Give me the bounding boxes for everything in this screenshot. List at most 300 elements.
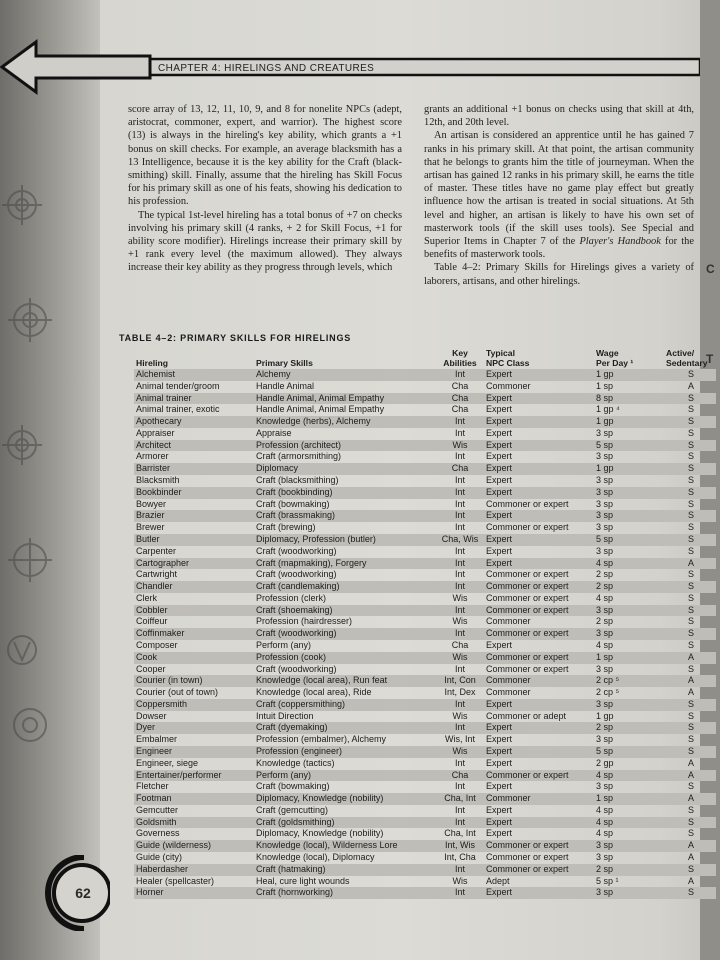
cell-skills: Diplomacy <box>254 463 434 475</box>
cell-skills: Craft (armorsmithing) <box>256 451 342 462</box>
table-row <box>134 817 716 829</box>
cell-npc-class: Commoner or expert <box>484 605 594 617</box>
cell-wage: 8 sp <box>594 393 664 405</box>
cell-npc-class: Commoner or expert <box>486 663 569 674</box>
cell-skills: Profession (hairdresser) <box>256 616 353 627</box>
cell-key-abilities: Wis <box>452 875 468 886</box>
cell-wage: 2 cp ⁵ <box>596 687 620 698</box>
cell-hireling: Guide (city) <box>136 852 183 863</box>
cell-hireling: Apothecary <box>134 416 254 428</box>
cell-npc-class: Expert <box>484 487 594 499</box>
cell-hireling: Engineer <box>134 746 254 758</box>
cell-active-sedentary: S <box>664 463 716 475</box>
cell-npc-class: Commoner or adept <box>486 710 567 721</box>
cell-npc-class: Expert <box>486 639 513 650</box>
cell-npc-class: Expert <box>486 804 513 815</box>
cell-wage: 2 gp <box>596 757 614 768</box>
cell-npc-class: Commoner or expert <box>484 581 594 593</box>
cell-wage: 4 sp <box>594 817 664 829</box>
table-row <box>134 558 716 570</box>
cell-hireling: Bookbinder <box>134 487 254 499</box>
table-row <box>134 699 716 711</box>
cell-npc-class: Commoner or expert <box>484 652 594 664</box>
cell-key-abilities: Wis <box>434 652 484 664</box>
cell-npc-class: Commoner or expert <box>486 498 569 509</box>
table-title: TABLE 4–2: PRIMARY SKILLS FOR HIRELINGS <box>119 333 352 343</box>
cell-npc-class: Expert <box>484 746 594 758</box>
cell-skills: Craft (mapmaking), Forgery <box>254 558 434 570</box>
cell-key-abilities: Int <box>454 522 465 533</box>
cell-npc-class: Expert <box>484 817 594 829</box>
cell-key-abilities: Int <box>434 887 484 899</box>
cell-wage: 3 sp <box>596 475 614 486</box>
cell-key-abilities: Int <box>454 427 465 438</box>
cell-npc-class: Commoner or expert <box>486 522 569 533</box>
table-row <box>134 864 716 876</box>
cell-key-abilities: Int <box>434 510 484 522</box>
cell-skills: Diplomacy, Knowledge (nobility) <box>256 828 384 839</box>
cell-active-sedentary: S <box>664 746 716 758</box>
cell-skills: Craft (woodworking) <box>256 569 337 580</box>
cell-active-sedentary: A <box>687 687 694 698</box>
paragraph: The typical 1st-level hireling has a total bonus of +7 on checks involving his primary skill (4 ranks, + 2 for Skill Focus, +1 for ability score modifier). Hirelings increase their primary skill by +1 rank every level (the maximum allowed). They always increase their key ability as they progress through levels, which <box>128 209 402 274</box>
cell-key-abilities: Int <box>434 817 484 829</box>
cell-wage: 4 sp <box>596 804 614 815</box>
cell-active-sedentary: S <box>687 498 694 509</box>
body-column-left <box>128 103 402 275</box>
cell-skills: Craft (bookbinding) <box>254 487 434 499</box>
cell-wage: 3 sp <box>594 510 664 522</box>
cell-skills: Craft (hatmaking) <box>254 864 434 876</box>
cell-hireling: Footman <box>134 793 254 805</box>
cell-active-sedentary: S <box>687 734 694 745</box>
cell-wage: 2 sp <box>594 722 664 734</box>
cell-wage: 3 sp <box>594 887 664 899</box>
cell-wage: 3 sp <box>596 734 614 745</box>
cell-npc-class: Expert <box>484 887 594 899</box>
cell-active-sedentary: S <box>664 605 716 617</box>
cell-npc-class: Commoner <box>486 687 531 698</box>
col-header-active-sedentary: Active/ Sedentary <box>666 348 708 368</box>
table-row <box>134 675 716 687</box>
cell-hireling: Healer (spellcaster) <box>136 875 215 886</box>
cell-npc-class: Commoner <box>486 616 531 627</box>
cell-key-abilities: Int <box>434 416 484 428</box>
cell-active-sedentary: S <box>687 663 694 674</box>
cell-key-abilities: Int <box>434 581 484 593</box>
cell-wage: 4 sp <box>596 828 614 839</box>
cell-skills: Craft (bowmaking) <box>256 498 330 509</box>
paragraph: Table 4–2: Primary Skills for Hirelings gives a variety of laborers, artisans, and other hirelings. <box>424 262 694 287</box>
cell-wage: 5 sp <box>594 746 664 758</box>
cell-hireling: Appraiser <box>136 427 175 438</box>
table-row <box>134 628 716 640</box>
cell-wage: 2 cp ⁵ <box>594 675 664 687</box>
cell-active-sedentary: S <box>664 487 716 499</box>
table-row <box>134 404 716 416</box>
paragraph: score array of 13, 12, 11, 10, 9, and 8 for nonelite NPCs (adept, aristocrat, commoner, expert, and warrior). The highest score (13) is always in the hireling's key ability, which grants a +1 bonus on skill checks. For example, an average blacksmith has a 13 Intelligence, because it is the key ability for the Craft (black-smithing) skill. Finally, assume that the hireling has Skill Focus for his primary skill as one of his feats, showing his dedication to his profession. <box>128 104 402 208</box>
cell-skills: Knowledge (local area), Ride <box>256 687 372 698</box>
cell-key-abilities: Cha <box>451 639 469 650</box>
cell-active-sedentary: S <box>687 545 694 556</box>
cell-npc-class: Commoner or expert <box>486 852 569 863</box>
table-row <box>134 369 716 381</box>
cell-active-sedentary: S <box>687 522 694 533</box>
cell-skills: Knowledge (local), Wilderness Lore <box>254 840 434 852</box>
cell-wage: 1 gp <box>594 369 664 381</box>
cell-active-sedentary: S <box>687 451 694 462</box>
col-header-hireling: Hireling <box>136 358 168 368</box>
cell-skills: Profession (cook) <box>254 652 434 664</box>
table-row <box>134 793 716 805</box>
cell-skills: Craft (gemcutting) <box>256 804 329 815</box>
cell-hireling: Bowyer <box>136 498 167 509</box>
cell-hireling: Clerk <box>136 592 158 603</box>
cell-skills: Diplomacy, Knowledge (nobility) <box>254 793 434 805</box>
cell-active-sedentary: S <box>664 510 716 522</box>
cell-skills: Craft (dyemaking) <box>254 722 434 734</box>
cell-hireling: Butler <box>134 534 254 546</box>
cell-hireling: Barrister <box>134 463 254 475</box>
table-row <box>134 534 716 546</box>
cell-skills: Handle Animal, Animal Empathy <box>256 404 385 415</box>
cell-active-sedentary: S <box>664 817 716 829</box>
cell-wage: 1 sp <box>594 793 664 805</box>
cell-npc-class: Expert <box>486 545 513 556</box>
cell-key-abilities: Int <box>434 699 484 711</box>
table-row <box>134 852 716 864</box>
cell-key-abilities: Cha <box>434 770 484 782</box>
cell-npc-class: Expert <box>484 699 594 711</box>
table-row <box>134 770 716 782</box>
cell-wage: 4 sp <box>594 770 664 782</box>
cell-key-abilities: Int <box>454 498 465 509</box>
cell-active-sedentary: S <box>664 864 716 876</box>
cell-skills: Craft (coppersmithing) <box>254 699 434 711</box>
cell-key-abilities: Int <box>454 663 465 674</box>
cell-active-sedentary: S <box>687 639 694 650</box>
cell-active-sedentary: A <box>687 852 694 863</box>
cell-key-abilities: Cha, Wis <box>434 534 484 546</box>
cell-key-abilities: Int <box>454 781 465 792</box>
table-row <box>134 522 716 534</box>
cell-skills: Heal, cure light wounds <box>256 875 350 886</box>
cell-npc-class: Expert <box>484 510 594 522</box>
cell-skills: Profession (embalmer), Alchemy <box>256 734 387 745</box>
cell-hireling: Coffinmaker <box>134 628 254 640</box>
cell-wage: 5 sp ¹ <box>596 875 619 886</box>
cell-npc-class: Commoner <box>486 380 531 391</box>
cell-npc-class: Expert <box>484 534 594 546</box>
cell-npc-class: Commoner or expert <box>484 770 594 782</box>
cell-wage: 4 sp <box>594 558 664 570</box>
cell-npc-class: Expert <box>484 416 594 428</box>
cell-npc-class: Commoner or expert <box>484 840 594 852</box>
cell-wage: 3 sp <box>596 545 614 556</box>
table-row <box>134 581 716 593</box>
cell-active-sedentary: S <box>664 699 716 711</box>
facing-page-letter: T <box>706 352 714 366</box>
cell-hireling: Cooper <box>136 663 166 674</box>
cell-key-abilities: Cha, Int <box>434 793 484 805</box>
table-row <box>134 569 716 581</box>
table-row <box>134 428 716 440</box>
primary-skills-table <box>134 346 716 899</box>
cell-key-abilities: Wis <box>434 440 484 452</box>
cell-skills: Knowledge (tactics) <box>256 757 335 768</box>
cell-hireling: Animal tender/groom <box>136 380 220 391</box>
cell-key-abilities: Cha <box>451 404 469 415</box>
table-row <box>134 510 716 522</box>
cell-skills: Intuit Direction <box>256 710 314 721</box>
cell-skills: Diplomacy, Profession (butler) <box>254 534 434 546</box>
cell-npc-class: Commoner or expert <box>484 628 594 640</box>
cell-skills: Craft (goldsmithing) <box>254 817 434 829</box>
cell-hireling: Cartwright <box>136 569 178 580</box>
cell-active-sedentary: A <box>664 675 716 687</box>
cell-active-sedentary: S <box>664 887 716 899</box>
cell-hireling: Animal trainer <box>134 393 254 405</box>
cell-key-abilities: Int <box>434 605 484 617</box>
cell-active-sedentary: S <box>664 440 716 452</box>
cell-active-sedentary: S <box>687 427 694 438</box>
cell-wage: 4 sp <box>596 592 614 603</box>
cell-active-sedentary: S <box>664 581 716 593</box>
table-row <box>134 781 716 793</box>
cell-active-sedentary: S <box>687 804 694 815</box>
table-row <box>134 746 716 758</box>
cell-npc-class: Expert <box>484 463 594 475</box>
table-row <box>134 381 716 393</box>
cell-key-abilities: Int <box>454 757 465 768</box>
cell-wage: 3 sp <box>596 781 614 792</box>
cell-hireling: Dowser <box>136 710 167 721</box>
cell-npc-class: Commoner or expert <box>486 592 569 603</box>
cell-npc-class: Adept <box>486 875 510 886</box>
cell-active-sedentary: S <box>687 592 694 603</box>
cell-wage: 2 sp <box>596 616 614 627</box>
cell-key-abilities: Wis <box>452 592 468 603</box>
cell-wage: 3 sp <box>596 427 614 438</box>
cell-active-sedentary: A <box>664 793 716 805</box>
cell-active-sedentary: S <box>687 616 694 627</box>
table-row <box>134 711 716 723</box>
table-row <box>134 440 716 452</box>
cell-hireling: Blacksmith <box>136 475 180 486</box>
cell-wage: 3 sp <box>594 840 664 852</box>
cell-skills: Craft (woodworking) <box>256 545 337 556</box>
cell-key-abilities: Int, Cha <box>444 852 476 863</box>
cell-hireling: Goldsmith <box>134 817 254 829</box>
cell-key-abilities: Int <box>454 451 465 462</box>
cell-active-sedentary: S <box>687 710 694 721</box>
col-header-wage: Wage Per Day ¹ <box>596 348 634 368</box>
table-row <box>134 805 716 817</box>
cell-npc-class: Commoner <box>484 675 594 687</box>
cell-skills: Profession (clerk) <box>256 592 327 603</box>
cell-key-abilities: Int <box>434 487 484 499</box>
cell-hireling: Gemcutter <box>136 804 179 815</box>
cell-key-abilities: Int <box>434 864 484 876</box>
cell-active-sedentary: S <box>687 404 694 415</box>
table-row <box>134 416 716 428</box>
cell-wage: 1 sp <box>596 380 614 391</box>
cell-npc-class: Expert <box>484 440 594 452</box>
cell-hireling: Carpenter <box>136 545 177 556</box>
cell-active-sedentary: S <box>664 534 716 546</box>
cell-hireling: Guide (wilderness) <box>134 840 254 852</box>
cell-hireling: Fletcher <box>136 781 169 792</box>
cell-active-sedentary: A <box>664 558 716 570</box>
cell-hireling: Haberdasher <box>134 864 254 876</box>
table-row <box>134 605 716 617</box>
cell-skills: Craft (blacksmithing) <box>256 475 339 486</box>
cell-hireling: Cook <box>134 652 254 664</box>
cell-hireling: Chandler <box>134 581 254 593</box>
cell-hireling: Brazier <box>134 510 254 522</box>
cell-key-abilities: Int <box>454 804 465 815</box>
cell-npc-class: Commoner or expert <box>486 569 569 580</box>
table-row <box>134 546 716 558</box>
cell-hireling: Architect <box>134 440 254 452</box>
table-row <box>134 722 716 734</box>
cell-hireling: Alchemist <box>134 369 254 381</box>
cell-key-abilities: Int <box>434 369 484 381</box>
cell-hireling: Entertainer/performer <box>134 770 254 782</box>
table-row <box>134 593 716 605</box>
cell-npc-class: Expert <box>486 828 513 839</box>
cell-active-sedentary: S <box>664 628 716 640</box>
chapter-title: CHAPTER 4: HIRELINGS AND CREATURES <box>158 63 375 74</box>
cell-npc-class: Expert <box>484 393 594 405</box>
cell-wage: 1 gp <box>596 710 614 721</box>
cell-skills: Craft (brassmaking) <box>254 510 434 522</box>
cell-hireling: Embalmer <box>136 734 178 745</box>
cell-wage: 1 gp ⁴ <box>596 404 620 415</box>
cell-key-abilities: Cha <box>434 463 484 475</box>
cell-active-sedentary: S <box>687 828 694 839</box>
table-row <box>134 840 716 852</box>
table-row <box>134 616 716 628</box>
decorative-left-border <box>0 0 100 960</box>
cell-wage: 3 sp <box>594 628 664 640</box>
cell-wage: 1 gp <box>594 416 664 428</box>
cell-wage: 2 sp <box>594 864 664 876</box>
table-row <box>134 828 716 840</box>
cell-hireling: Courier (in town) <box>134 675 254 687</box>
cell-hireling: Engineer, siege <box>136 757 199 768</box>
cell-npc-class: Expert <box>486 475 513 486</box>
cell-skills: Craft (hornworking) <box>254 887 434 899</box>
cell-active-sedentary: S <box>687 475 694 486</box>
cell-key-abilities: Int, Dex <box>444 687 476 698</box>
cell-active-sedentary: A <box>664 652 716 664</box>
col-header-key-abilities: Key Abilities <box>443 348 477 368</box>
table-row <box>134 393 716 405</box>
cell-wage: 3 sp <box>596 498 614 509</box>
cell-hireling: Dyer <box>134 722 254 734</box>
cell-hireling: Cobbler <box>134 605 254 617</box>
cell-active-sedentary: A <box>687 875 694 886</box>
cell-key-abilities: Wis <box>452 616 468 627</box>
cell-key-abilities: Cha, Int <box>444 828 476 839</box>
table-row <box>134 876 716 888</box>
table-row <box>134 758 716 770</box>
cell-active-sedentary: S <box>687 569 694 580</box>
cell-key-abilities: Int <box>434 558 484 570</box>
cell-hireling: Coiffeur <box>136 616 168 627</box>
col-header-npc-class: Typical NPC Class <box>486 348 530 368</box>
cell-hireling: Armorer <box>136 451 169 462</box>
cell-wage: 3 sp <box>594 605 664 617</box>
cell-skills: Handle Animal, Animal Empathy <box>254 393 434 405</box>
cell-key-abilities: Cha <box>434 393 484 405</box>
cell-wage: 4 sp <box>596 639 614 650</box>
cell-wage: 5 sp <box>594 534 664 546</box>
table-row <box>134 734 716 746</box>
cell-hireling: Brewer <box>136 522 165 533</box>
book-reference: Player's Handbook <box>579 236 661 248</box>
cell-npc-class: Expert <box>484 558 594 570</box>
cell-skills: Alchemy <box>254 369 434 381</box>
cell-npc-class: Commoner or expert <box>484 864 594 876</box>
cell-npc-class: Expert <box>486 734 513 745</box>
paragraph: An artisan is considered an apprentice until he has gained 7 ranks in his primary skill. At that point, the artisan community that he belongs to grants him the title of journeyman. When the artisan has gained 12 ranks in his primary skill, he earns the title of master. These titles have no game play effect but greatly influence how the artisan is treated in social situations. At 5th level and higher, an artisan is likely to have his own set of masterwork tools (if the skill uses tools). See Special and Superior Items in Chapter 7 of the Player's Handbook for the benefits of masterwork tools. <box>424 130 694 261</box>
cell-wage: 2 sp <box>596 569 614 580</box>
cell-wage: 1 gp <box>594 463 664 475</box>
cell-key-abilities: Int, Con <box>434 675 484 687</box>
cell-skills: Craft (woodworking) <box>256 663 337 674</box>
cell-skills: Craft (candlemaking) <box>254 581 434 593</box>
cell-wage: 3 sp <box>596 663 614 674</box>
cell-skills: Craft (bowmaking) <box>256 781 330 792</box>
cell-hireling: Horner <box>134 887 254 899</box>
cell-hireling: Coppersmith <box>134 699 254 711</box>
table-row <box>134 475 716 487</box>
cell-npc-class: Expert <box>486 781 513 792</box>
col-header-skills: Primary Skills <box>256 358 313 368</box>
cell-hireling: Governess <box>136 828 180 839</box>
cell-wage: 3 sp <box>594 487 664 499</box>
cell-npc-class: Expert <box>486 757 513 768</box>
cell-key-abilities: Int <box>454 569 465 580</box>
cell-skills: Craft (woodworking) <box>254 628 434 640</box>
table-row <box>134 664 716 676</box>
cell-active-sedentary: S <box>664 722 716 734</box>
cell-key-abilities: Int <box>434 628 484 640</box>
page-number: 62 <box>75 885 91 901</box>
body-column-right <box>424 103 694 288</box>
cell-skills: Appraise <box>256 427 292 438</box>
cell-skills: Craft (shoemaking) <box>254 605 434 617</box>
cell-key-abilities: Wis, Int <box>444 734 475 745</box>
cell-wage: 3 sp <box>596 522 614 533</box>
table-row <box>134 499 716 511</box>
cell-wage: 3 sp <box>596 852 614 863</box>
table-row <box>134 887 716 899</box>
cell-wage: 3 sp <box>594 699 664 711</box>
table-row <box>134 487 716 499</box>
ornament-icon <box>0 0 100 960</box>
cell-active-sedentary: A <box>687 757 694 768</box>
cell-npc-class: Commoner <box>484 793 594 805</box>
cell-active-sedentary: A <box>664 770 716 782</box>
cell-active-sedentary: S <box>687 781 694 792</box>
cell-npc-class: Expert <box>484 722 594 734</box>
paragraph: grants an additional +1 bonus on checks using that skill at 4th, 12th, and 20th level. <box>424 104 694 129</box>
cell-wage: 2 sp <box>594 581 664 593</box>
cell-hireling: Courier (out of town) <box>136 687 219 698</box>
